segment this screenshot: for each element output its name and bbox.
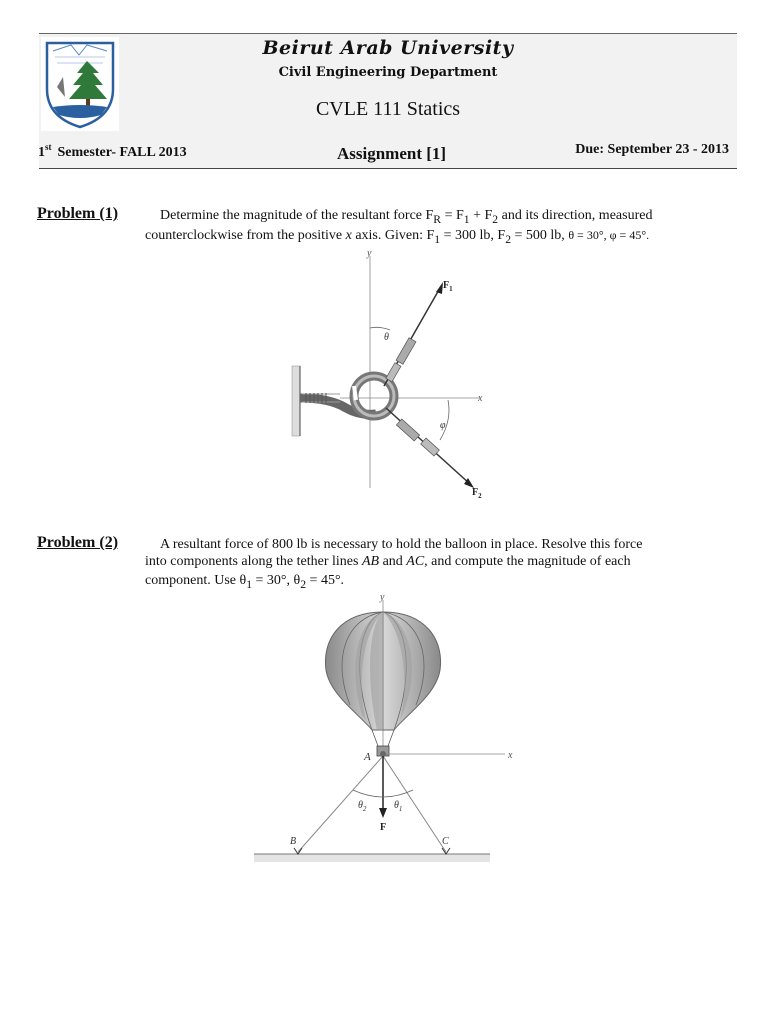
problem2-title: Problem (2) bbox=[37, 534, 119, 551]
p2-sub-1: 1 bbox=[246, 577, 253, 591]
p2-text-b: , and compute the magnitude of each bbox=[424, 554, 631, 569]
p2-axis-y-label: y bbox=[380, 592, 385, 603]
semester-number: 1 bbox=[38, 145, 45, 160]
balloon-figure bbox=[250, 590, 520, 875]
p2-text-c: component. Use θ bbox=[145, 573, 247, 588]
p1-text-h: = 500 lb, bbox=[511, 228, 569, 243]
eyebolt-figure bbox=[280, 248, 510, 503]
university-name: Beirut Arab University bbox=[262, 37, 514, 59]
p1-text-b: = F bbox=[441, 208, 464, 223]
problem1-line2 bbox=[145, 226, 649, 249]
f1-label: $F_1$ bbox=[443, 280, 453, 293]
point-c-label: C bbox=[442, 836, 449, 847]
p1-text-a: Determine the magnitude of the resultant force F bbox=[160, 208, 434, 223]
p1-sub-r: R bbox=[433, 212, 442, 226]
p1-sub-2: 2 bbox=[492, 212, 499, 226]
course-title: CVLE 111 Statics bbox=[315, 98, 461, 120]
p2-ac: AC bbox=[406, 554, 425, 569]
p1-sub-f1: 1 bbox=[434, 232, 441, 246]
due-date: Due: September 23 - 2013 bbox=[575, 142, 729, 157]
theta-label: θ bbox=[384, 332, 389, 343]
p2-text-a: into components along the tether lines bbox=[145, 554, 362, 569]
department-name: Civil Engineering Department bbox=[278, 65, 498, 80]
problem2-line2 bbox=[145, 552, 631, 571]
problem2-line1: A resultant force of 800 lb is necessary to hold the balloon in place. Resolve this force bbox=[160, 537, 643, 552]
p2-axis-x-label: x bbox=[508, 750, 513, 761]
force-f-label: F bbox=[380, 822, 387, 833]
p1-x-italic: x bbox=[345, 228, 352, 243]
p1-text-c: + F bbox=[469, 208, 493, 223]
p2-text-d: = 30°, θ bbox=[252, 573, 301, 588]
point-b-label: B bbox=[290, 836, 297, 847]
axis-y-label: y bbox=[367, 248, 372, 259]
semester-suffix: st bbox=[45, 142, 52, 152]
document-header bbox=[39, 33, 737, 169]
p1-text-f: axis. Given: F bbox=[351, 228, 435, 243]
f2-label: $F_2$ bbox=[472, 487, 482, 500]
phi-label: φ bbox=[440, 420, 446, 431]
p2-and: and bbox=[379, 554, 407, 569]
p1-angles: θ = 30°, φ = 45°. bbox=[568, 228, 650, 242]
axis-x-label: x bbox=[478, 393, 483, 404]
point-a-label: A bbox=[364, 751, 371, 763]
p2-text-e: = 45°. bbox=[306, 573, 345, 588]
p1-sub-f2: 2 bbox=[505, 232, 512, 246]
p1-sub-1: 1 bbox=[463, 212, 470, 226]
semester-text: Semester- FALL 2013 bbox=[57, 145, 187, 160]
assignment-title: Assignment [1] bbox=[337, 144, 447, 163]
semester-label bbox=[38, 142, 187, 161]
p1-text-e: counterclockwise from the positive bbox=[145, 228, 346, 243]
problem1-title: Problem (1) bbox=[37, 205, 119, 222]
theta1-label: $\theta_1$ bbox=[394, 800, 403, 813]
p2-sub-2: 2 bbox=[300, 577, 307, 591]
p1-text-d: and its direction, measured bbox=[498, 208, 653, 223]
p2-ab: AB bbox=[361, 554, 380, 569]
theta2-label: $\theta_2$ bbox=[358, 800, 367, 813]
p1-text-g: = 300 lb, F bbox=[440, 228, 506, 243]
